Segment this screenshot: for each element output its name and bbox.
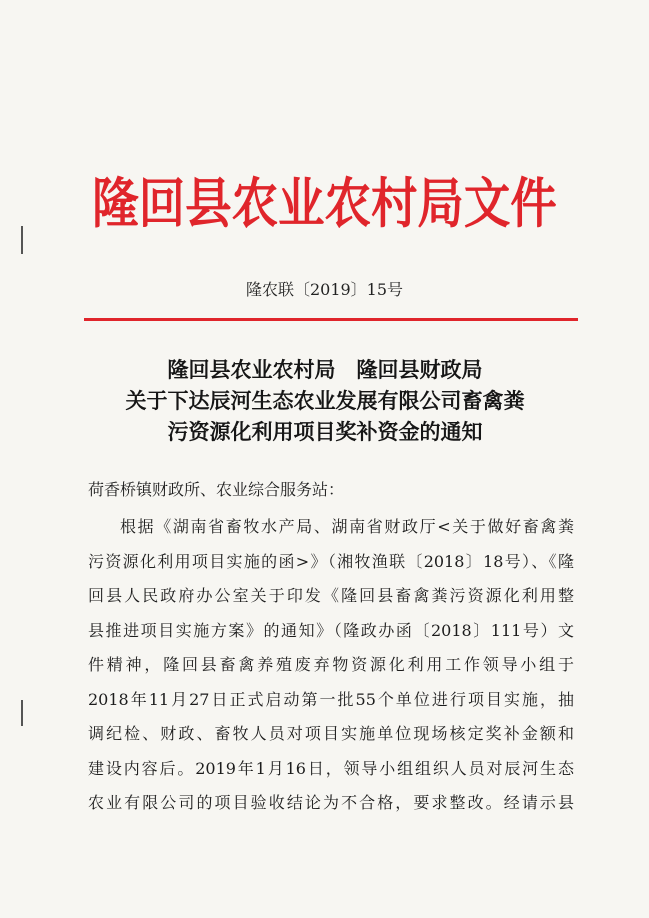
title-line-3: 污资源化利用项目奖补资金的通知 [167, 420, 483, 444]
notice-title [60, 355, 590, 448]
binding-mark-bottom [21, 700, 23, 726]
body-line-3: 回县人民政府办公室关于印发《隆回县畜禽粪污资源化利用整 [88, 586, 574, 605]
agency-header: 隆回县农业农村局文件 [92, 171, 557, 235]
body-line-7: 调纪检、财政、畜牧人员对项目实施单位现场核定奖补金额和 [88, 724, 574, 743]
red-separator-line [84, 318, 578, 321]
body-line-2: 污资源化利用项目实施的函>》（湘牧渔联〔2018〕18号）、《隆 [88, 551, 574, 571]
binding-mark-top [21, 226, 23, 254]
body-paragraph [88, 510, 574, 821]
body-line-6: 2018年11月27日正式启动第一批55个单位进行项目实施，抽 [88, 689, 574, 709]
title-line-2: 关于下达辰河生态农业发展有限公司畜禽粪 [125, 389, 525, 413]
body-line-4: 县推进项目实施方案》的通知》（隆政办函〔2018〕111号）文 [88, 620, 574, 640]
document-number: 隆农联〔2019〕15号 [245, 280, 404, 299]
body-line-9: 农业有限公司的项目验收结论为不合格，要求整改。经请示县 [88, 793, 574, 812]
body-line-5: 件精神，隆回县畜禽养殖废弃物资源化利用工作领导小组于 [88, 655, 574, 674]
recipient-line: 荷香桥镇财政所、农业综合服务站： [88, 480, 345, 499]
body-line-8: 建设内容后。2019年1月16日，领导小组组织人员对辰河生态 [88, 758, 574, 778]
body-line-1: 根据《湖南省畜牧水产局、湖南省财政厅<关于做好畜禽粪 [120, 517, 574, 536]
title-line-1: 隆回县农业农村局 隆回县财政局 [167, 358, 483, 382]
